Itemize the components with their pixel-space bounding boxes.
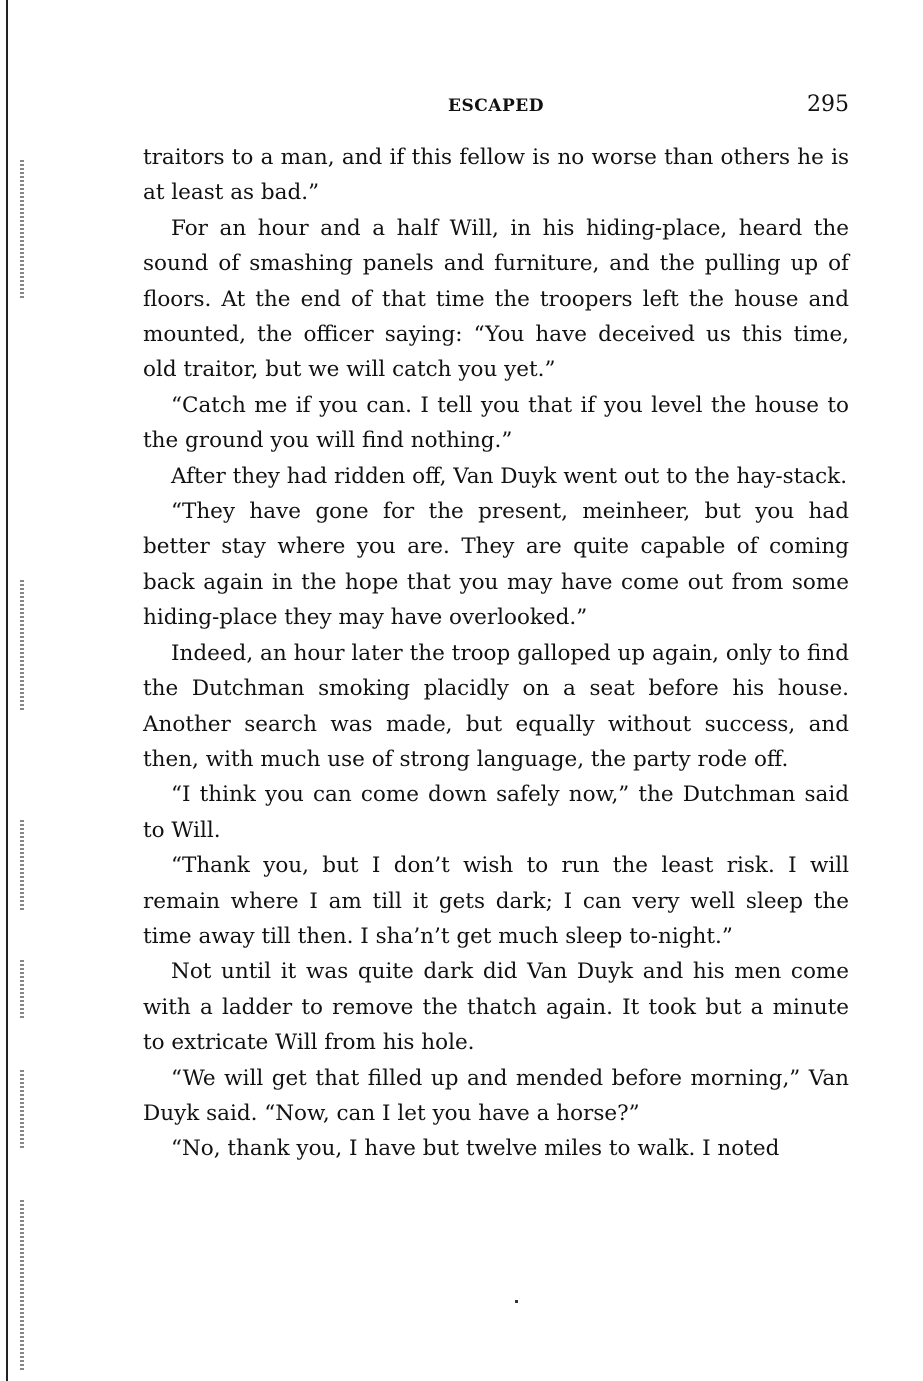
paragraph: Not until it was quite dark did Van Duyk and his men come with a ladder to remove the thatch again. It took but a minute to extricate Will from his hole.	[143, 959, 849, 1056]
paragraph: “I think you can come down safely now,” the Dutchman said to Will.	[143, 782, 849, 843]
printer-mark	[515, 1300, 518, 1303]
scan-artifact	[20, 1070, 24, 1150]
scan-artifact	[20, 1200, 24, 1370]
paragraph: “We will get that filled up and mended before morning,” Van Duyk said. “Now, can I let you have a horse?”	[143, 1065, 849, 1126]
paragraph: “Thank you, but I don’t wish to run the least risk. I will remain where I am till it gets dark; I can very well sleep the time away till then. I sha’n’t get much sleep to-night.”	[143, 853, 849, 949]
paragraph: “Catch me if you can. I tell you that if you level the house to the ground you will find nothing.”	[143, 392, 849, 454]
scan-artifact	[20, 580, 24, 710]
paragraph: traitors to a man, and if this fellow is no worse than others he is at least as bad.”	[143, 145, 849, 206]
page-header	[143, 92, 849, 124]
scan-artifact	[20, 160, 24, 300]
paragraph: “No, thank you, I have but twelve miles to walk. I noted	[171, 1136, 780, 1162]
running-title: ESCAPED	[448, 96, 544, 116]
paragraph: Indeed, an hour later the troop galloped up again, only to find the Dutchman smoking placidly on a seat before his house. Another search was made, but equally without success, and then, with much use of strong language, the party rode off.	[143, 640, 849, 772]
page-edge-line	[6, 0, 8, 1381]
paragraph: For an hour and a half Will, in his hiding-place, heard the sound of smashing panels and furniture, and the pulling up of floors. At the end of that time the troopers left the house and mounted, the officer saying: “You have deceived us this time, old traitor, but we will catch you yet.”	[143, 215, 849, 383]
body-text	[143, 140, 849, 1167]
paragraph: “They have gone for the present, meinheer, but you had better stay where you are. They are quite capable of coming back again in the hope that you may have come out from some hiding-place they may have overlooked.”	[143, 499, 849, 631]
paragraph: After they had ridden off, Van Duyk went out to the hay-stack.	[171, 463, 848, 489]
scan-artifact	[20, 960, 24, 1020]
page-number: 295	[807, 92, 849, 117]
scan-artifact	[20, 820, 24, 910]
